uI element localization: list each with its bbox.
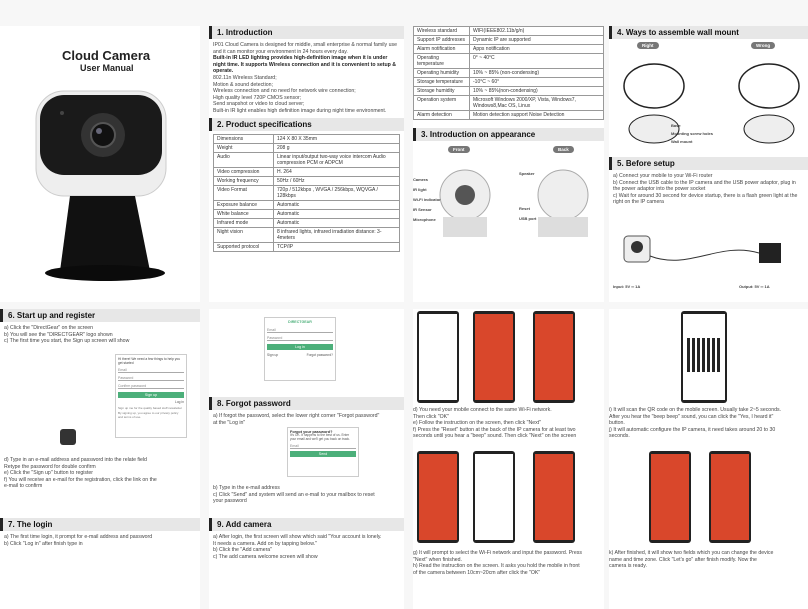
- step-item: k) After finished, it will show two fields which you can change the device: [609, 550, 774, 556]
- back-label: USB port: [519, 216, 537, 221]
- intro-bullet: Motion & sound detection;: [213, 81, 273, 88]
- addcam-item: It needs a camera. Add on by tapping below.": [213, 540, 317, 547]
- signup-login-link[interactable]: Log in: [175, 400, 184, 404]
- intro-para1: IP01 Cloud Camera is designed for middle, small enterprise & normal family use and it can monitor your environment in 24 hours every day.: [213, 42, 397, 55]
- register-item: b) You will see the "DIRECTGEAR" logo shown: [4, 331, 113, 338]
- table-row: Alarm notification Apps notification: [414, 45, 604, 54]
- step-item: seconds.: [609, 433, 630, 440]
- intro-bullet: Wireless connection and no need for network wire connection;: [213, 88, 356, 95]
- forgot-screen: [287, 427, 359, 477]
- front-badge: Front: [448, 146, 470, 153]
- forgot-panel: [209, 309, 404, 609]
- step-item: e) Follow the instruction on the screen, then click "Next": [413, 420, 541, 427]
- table-row: Wireless standard WIFI(IEEE802.11b/g/n): [414, 27, 604, 36]
- addcam-heading: 9. Add camera: [209, 518, 404, 531]
- phone-screenshot: [417, 451, 459, 543]
- wrong-badge: Wrong: [751, 42, 775, 49]
- step-item: h) Read the instruction on the screen. It asks you hold the mobile in front: [413, 563, 580, 570]
- setup-item: a) Connect your mobile to your Wi-Fi router: [613, 173, 713, 179]
- table-row: Dimensions 124 X 80 X 35mm: [214, 134, 400, 143]
- step-item: f) Press the "Reset" button at the back of the IP camera for at least two: [413, 426, 576, 433]
- back-label: Reset: [519, 206, 530, 211]
- specs2-panel: [413, 26, 604, 302]
- phone-screenshot: [533, 311, 575, 403]
- signup-screen: [115, 354, 187, 438]
- intro-bullet: Send snapshot or video to cloud server;: [213, 101, 305, 108]
- signup-hi: Hi there! We need a few things to help you get started: [118, 357, 181, 365]
- forgot-item: c) Click "Send" and system will send an e-mail to your mailbox to reset: [213, 491, 375, 498]
- table-row: Video compression H. 264: [214, 167, 400, 176]
- forgot-item: b) Type in the e-mail address: [213, 485, 280, 491]
- phone-screenshot: [473, 311, 515, 403]
- table-row: Working frequency 50Hz / 60Hz: [214, 176, 400, 185]
- input-label: Input: 5V ═ 1A: [613, 284, 641, 289]
- step-item: Then click "OK": [413, 413, 449, 420]
- steps-right-panel: [609, 309, 808, 609]
- front-label: Microphone: [413, 217, 436, 222]
- table-row: Infrared mode Automatic: [214, 218, 400, 227]
- login-heading: 7. The login: [0, 518, 200, 531]
- phone-screenshot: [709, 451, 751, 543]
- signup-agree: By signing up, you agree to our privacy policy and terms of use.: [118, 411, 179, 419]
- back-label: Speaker: [519, 171, 535, 176]
- setup-diagram: [609, 231, 808, 281]
- setup-item: c) Wait for around 30 second for device startup, there is a flash green light at the right on the IP camera: [613, 192, 798, 206]
- table-row: Exposure balance Automatic: [214, 200, 400, 209]
- addcam-item: c) The add camera welcome screen will show: [213, 553, 318, 560]
- intro-heading: 1. Introduction: [209, 26, 404, 39]
- register-heading: 6. Start up and register: [0, 309, 200, 322]
- register-panel: [0, 309, 200, 609]
- intro-para2: Built-in IR LED lighting provides high-definition image when it is under night time. It supports Wireless connection and it is convenient to setup & operate.: [213, 55, 396, 75]
- table-row: Storage humidity 10% ~ 85%(non-condensing): [414, 87, 604, 96]
- setup-heading: 5. Before setup: [609, 157, 808, 170]
- register-item: f) You will receive an e-mail for the registration, click the link on the: [4, 476, 157, 483]
- login-signup-link[interactable]: Sign up: [267, 353, 279, 357]
- qr-phone-screenshot: [681, 311, 727, 403]
- front-view-diagram: [413, 155, 603, 265]
- wallmount-heading: 4. Ways to assemble wall mount: [609, 26, 808, 39]
- step-item: d) You need your mobile connect to the same Wi-Fi network.: [413, 407, 552, 413]
- table-row: Operation system Microsoft Windows 2000/XP, Vista, Windows7, Windows8,Mac OS, Linux: [414, 96, 604, 111]
- register-item: Retype the password for double confirm: [4, 463, 96, 470]
- mount-label: Base: [671, 123, 681, 128]
- forgot-item: your password: [213, 498, 247, 505]
- wallmount-diagram: [609, 51, 808, 161]
- table-row: Audio Linear input/output two-way voice intercom Audio compression PCM or ADPCM: [214, 152, 400, 167]
- front-label: IR Sensor: [413, 207, 432, 212]
- mount-label: Mounting screw holes: [671, 131, 714, 136]
- step-item: name and time zone. Click "Let's go" after finish modify. Now the: [609, 556, 757, 563]
- front-label: Wi-Fi indicator: [413, 197, 441, 202]
- login-item: a) The first time login, it prompt for e-mail address and password: [4, 534, 153, 540]
- step-item: camera is ready.: [609, 563, 647, 570]
- mount-label: Wall mount: [671, 139, 693, 144]
- register-item: e-mail to confirm: [4, 483, 43, 490]
- manual-subtitle: User Manual: [80, 63, 134, 73]
- login-screen: [264, 317, 336, 381]
- login-brand: DIRECTGEAR: [288, 320, 312, 324]
- signup-button[interactable]: Sign up: [118, 392, 184, 398]
- phone-screenshot: [649, 451, 691, 543]
- table-row: Supported protocol TCP/IP: [214, 242, 400, 251]
- login-password-field[interactable]: Password: [267, 336, 333, 341]
- forgot-text: It's OK. It happens to the best of us. Enter your email and we'll get you back on track.: [290, 433, 350, 441]
- register-item: c) The first time you start, the Sign up screen will show: [4, 338, 130, 345]
- addcam-item: b) Click the "Add camera": [213, 547, 273, 554]
- intro-bullet: Built-in IR light enables high definition image during night time environment.: [213, 107, 387, 114]
- phone-screenshot: [533, 451, 575, 543]
- table-row: Night vision 8 infrared lights, infrared irradiation distance: 3-4meters: [214, 227, 400, 242]
- step-item: "Next" when finished.: [413, 556, 462, 563]
- step-item: seconds until you hear a "beep" sound. Then click "Next" on the screen: [413, 433, 577, 440]
- login-button[interactable]: Log in: [267, 344, 333, 350]
- app-icon: [60, 429, 76, 445]
- table-row: Operating humidity 10% ~ 85% (non-condensing): [414, 69, 604, 78]
- addcam-item: a) After login, the first screen will show which said "Your account is lonely.: [213, 534, 382, 540]
- table-row: Weight 208 g: [214, 143, 400, 152]
- intro-panel: [209, 26, 404, 302]
- front-label: Camera: [413, 177, 428, 182]
- setup-item: b) Connect the USB cable to the IP camera and the USB power adaptor, plug in the power adaptor into the power socket: [613, 179, 796, 193]
- steps-mid-panel: [413, 309, 604, 609]
- step-item: of the camera between 10cm~20cm after click the "OK": [413, 569, 541, 576]
- back-badge: Back: [553, 146, 574, 153]
- register-item: a) Click the "DirectGear" on the screen: [4, 325, 94, 331]
- manual-title: Cloud Camera: [62, 48, 151, 63]
- table-row: Alarm detection Motion detection support Noise Detection: [414, 111, 604, 120]
- forgot-title: Forgot your password?: [290, 430, 333, 434]
- forgot-item: at the "Log in": [213, 419, 246, 426]
- appearance-heading: 3. Introduction on appearance: [413, 128, 604, 141]
- forgot-email-field[interactable]: Email: [290, 444, 356, 449]
- phone-screenshot: [473, 451, 515, 543]
- signup-confirm-field[interactable]: Confirm password: [118, 384, 184, 389]
- forgot-heading: 8. Forgot password: [209, 397, 404, 410]
- table-row: White balance Automatic: [214, 209, 400, 218]
- register-item: d) Type in an e-mail address and password into the relate field: [4, 457, 147, 463]
- intro-bullet: High quality level 720P CMOS sensor;: [213, 94, 302, 101]
- specs2-table: [413, 26, 604, 120]
- intro-bullet: 802.11n Wireless Standard;: [213, 74, 277, 81]
- signup-email-field[interactable]: Email: [118, 368, 184, 373]
- specs-table: [213, 134, 400, 252]
- output-label: Output: 5V ═ 1A: [739, 284, 770, 289]
- login-item: b) Click "Log in" after finish type in: [4, 540, 83, 547]
- register-item: e) Click the "Sign up" button to register: [4, 470, 94, 477]
- login-forgot-link[interactable]: Forgot password?: [306, 353, 333, 357]
- table-row: Support IP addresses Dynamic IP are supported: [414, 36, 604, 45]
- table-row: Storage temperature -10°C ~ 60°: [414, 78, 604, 87]
- qr-code: [687, 338, 721, 372]
- table-row: Video Format 720p / 512kbps , WVGA / 256kbps, WQVGA / 128kbps: [214, 185, 400, 200]
- step-item: j) It will automatic configure the IP camera, it need takes around 20 to 30: [609, 426, 776, 433]
- signup-terms: Sign up me for the quality based stuff newsletter: [118, 406, 182, 410]
- signup-password-field[interactable]: Password: [118, 376, 184, 381]
- table-row: Operating temperature 0° ~ 40°C: [414, 54, 604, 69]
- right-badge: Right: [637, 42, 659, 49]
- phone-screenshot: [417, 311, 459, 403]
- forgot-send-button[interactable]: Send: [290, 451, 356, 457]
- mount-panel: [609, 26, 808, 302]
- front-label: IR light: [413, 187, 427, 192]
- camera-photo: [0, 81, 200, 291]
- step-item: i) It will scan the QR code on the mobile screen. Usually take 2~5 seconds.: [609, 407, 781, 413]
- specs-heading: 2. Product specifications: [209, 118, 404, 131]
- login-email-field[interactable]: Email: [267, 328, 333, 333]
- step-item: g) It will prompt to select the Wi-Fi network and input the password. Press: [413, 550, 582, 556]
- cover-panel: [0, 26, 200, 302]
- step-item: button.: [609, 420, 625, 427]
- forgot-item: a) If forgot the password, select the lower right corner "Forgot password": [213, 413, 380, 419]
- step-item: After you hear the "beep beep" sound, you can click the "Yes, I heard it": [609, 413, 774, 420]
